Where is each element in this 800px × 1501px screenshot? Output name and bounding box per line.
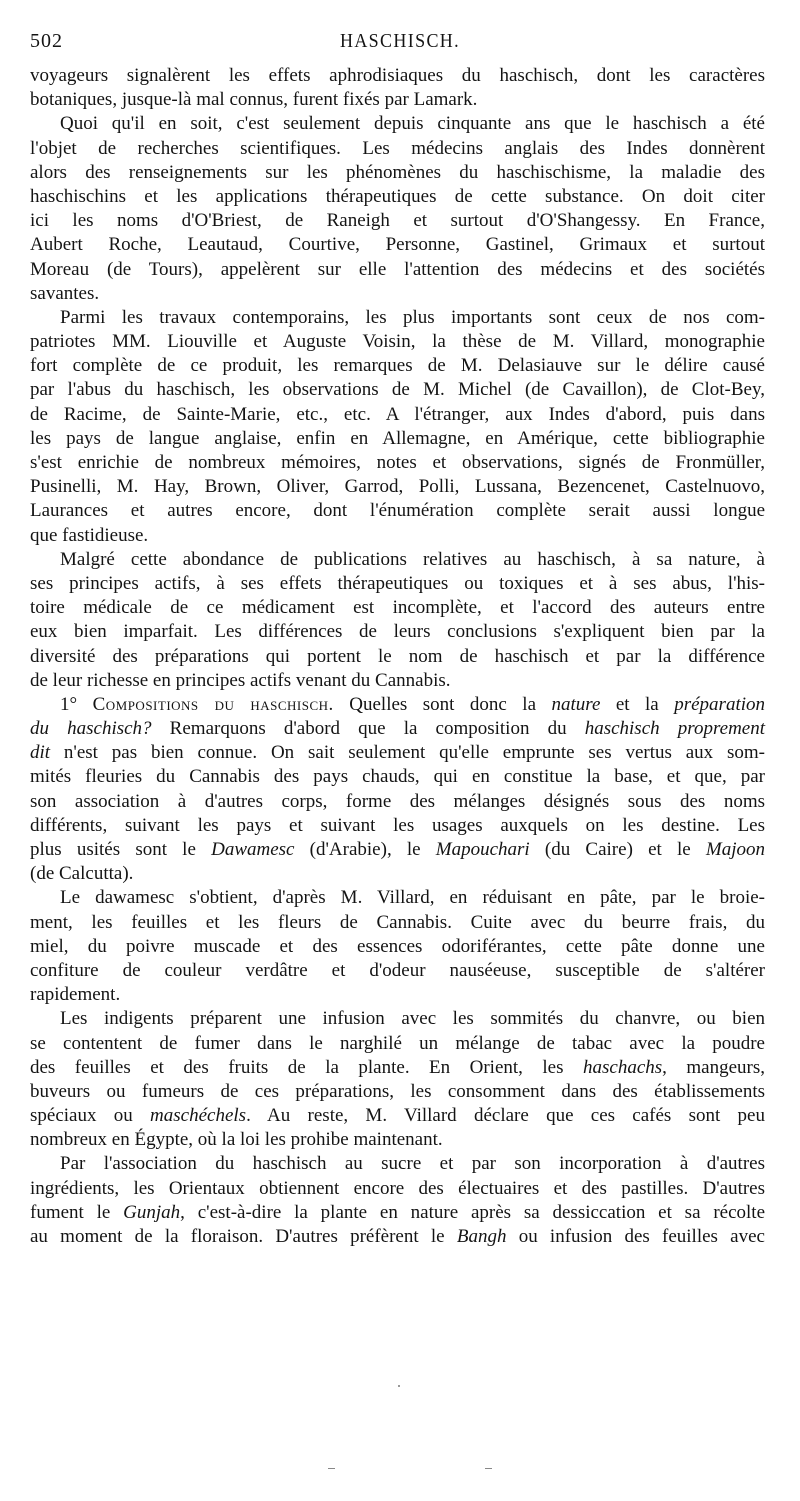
text-line <box>30 258 765 282</box>
italic-text: haschachs <box>583 1056 663 1078</box>
text-line <box>30 499 765 523</box>
text-run: des feuilles et des fruits de la plante. En Orient, les <box>30 1056 583 1078</box>
text-line <box>30 161 765 185</box>
text-line <box>30 669 765 693</box>
text-run: , mangeurs, <box>662 1056 766 1078</box>
text-run: . Au reste, M. Villard déclare que ces cafés sont peu <box>246 1105 765 1127</box>
text-line <box>30 741 765 765</box>
print-speck <box>328 1468 335 1469</box>
text-line <box>30 88 765 112</box>
text-line <box>30 1201 765 1225</box>
text-run: buveurs ou fumeurs de ces préparations, les consomment dans des établissements <box>30 1080 765 1102</box>
text-line <box>30 862 765 886</box>
text-run: (de Calcutta). <box>30 863 134 885</box>
text-line <box>30 403 765 427</box>
text-line <box>30 1177 765 1201</box>
text-line <box>30 112 765 136</box>
text-line <box>30 911 765 935</box>
text-run: Parmi les travaux contemporains, les plus importants sont ceux de nos com- <box>60 306 765 328</box>
text-run: l'objet de recherches scientifiques. Les médecins anglais des Indes donnèrent <box>30 137 765 159</box>
text-run: de leur richesse en principes actifs venant du Cannabis. <box>30 669 451 691</box>
text-run: spéciaux ou <box>30 1105 151 1127</box>
text-line <box>30 1152 765 1176</box>
text-run: voyageurs signalèrent les effets aphrodisiaques du haschisch, dont les caractères <box>30 65 765 86</box>
text-line <box>30 378 765 402</box>
text-run: Par l'association du haschisch au sucre et par son incorporation à d'autres <box>60 1153 765 1175</box>
text-run: ment, les feuilles et les fleurs de Cannabis. Cuite avec du beurre frais, du <box>30 911 765 933</box>
text-line <box>30 959 765 983</box>
text-run: botaniques, jusque-là mal connus, furent fixés par Lamark. <box>30 89 478 111</box>
italic-text: du haschisch? <box>30 718 152 740</box>
text-run: (du Caire) et le <box>529 839 706 860</box>
text-run: de Racime, de Sainte-Marie, etc., etc. A l'étranger, aux Indes d'abord, puis dans <box>30 403 765 425</box>
text-run: Quoi qu'il en soit, c'est seulement depuis cinquante ans que le haschisch a été <box>60 113 765 135</box>
text-line <box>30 596 765 620</box>
text-run: et la <box>600 693 675 715</box>
text-run: alors des renseignements sur les phénomènes du haschischisme, la maladie des <box>30 161 765 183</box>
text-line <box>30 282 765 306</box>
running-title: HASCHISCH. <box>339 30 461 52</box>
print-speck <box>485 1468 492 1469</box>
text-line <box>30 1104 765 1128</box>
text-line <box>30 330 765 354</box>
italic-text: préparation <box>674 693 765 715</box>
text-line <box>30 524 765 548</box>
text-line <box>30 233 765 257</box>
text-run: Le dawamesc s'obtient, d'après M. Villard, en réduisant en pâte, par le broie- <box>60 887 765 909</box>
text-line <box>30 427 765 451</box>
text-run: savantes. <box>30 282 100 304</box>
text-run: Aubert Roche, Leautaud, Courtive, Personne, Gastinel, Grimaux et surtout <box>30 234 765 256</box>
text-run: patriotes MM. Liouville et Auguste Voisin, la thèse de M. Villard, monographie <box>30 331 765 353</box>
italic-text: Mapouchari <box>435 839 530 860</box>
italic-text: haschisch proprement <box>584 718 765 740</box>
text-line <box>30 814 765 838</box>
italic-text: Dawamesc <box>211 839 295 860</box>
text-run: ses principes actifs, à ses effets thérapeutiques ou toxiques et à ses abus, l'his- <box>30 572 765 594</box>
text-run: n'est pas bien connue. On sait seulement qu'elle emprunte ses vertus aux som- <box>50 742 765 764</box>
text-run: haschischins et les applications thérapeutiques de cette substance. On doit citer <box>30 185 765 207</box>
text-run: ici les noms d'O'Briest, de Raneigh et surtout d'O'Shangessy. En France, <box>30 210 765 232</box>
text-run: que fastidieuse. <box>30 524 149 546</box>
text-run: s'est enrichie de nombreux mémoires, notes et observations, signés de Fronmüller, <box>30 452 765 473</box>
text-run: ingrédients, les Orientaux obtiennent encore des électuaires et des pastilles. D'autres <box>30 1177 765 1199</box>
text-line <box>30 1225 765 1249</box>
section-heading: Compositions du haschisch. <box>92 693 334 715</box>
text-run: au moment de la floraison. D'autres préfèrent le <box>30 1226 457 1247</box>
text-line <box>30 983 765 1007</box>
text-line <box>30 185 765 209</box>
text-line <box>30 838 765 862</box>
text-run: Remarquons d'abord que la composition du <box>151 718 585 740</box>
text-run: plus usités sont le <box>30 839 212 860</box>
text-run: mités fleuries du Cannabis des pays chauds, qui en constitue la base, et que, par <box>30 766 765 788</box>
text-line <box>30 137 765 161</box>
italic-text: Gunjah <box>123 1201 181 1223</box>
text-run: Les indigents préparent une infusion avec les sommités du chanvre, ou bien <box>60 1008 765 1030</box>
text-run: Pusinelli, M. Hay, Brown, Oliver, Garrod, Polli, Lussana, Bezencenet, Castelnuovo, <box>30 476 765 498</box>
text-line <box>30 1007 765 1031</box>
text-run: rapidement. <box>30 984 121 1006</box>
text-line <box>30 354 765 378</box>
text-run: (d'Arabie), le <box>294 839 436 860</box>
text-run: les pays de langue anglaise, enfin en Allemagne, en Amérique, cette bibliographie <box>30 427 765 449</box>
text-run: confiture de couleur verdâtre et d'odeur nauséeuse, susceptible de s'altérer <box>30 959 765 981</box>
text-run: diversité des préparations qui portent le nom de haschisch et par la différence <box>30 645 765 667</box>
text-run: différents, suivant les pays et suivant les usages auxquels on les destine. Les <box>30 814 765 836</box>
text-line <box>30 717 765 741</box>
text-line <box>30 64 765 88</box>
text-run: ou infusion des feuilles avec <box>506 1226 765 1247</box>
text-run: Laurances et autres encore, dont l'énumération complète serait aussi longue <box>30 500 765 522</box>
text-line <box>30 620 765 644</box>
text-run: Quelles sont donc la <box>333 693 552 715</box>
text-line <box>30 790 765 814</box>
text-run: 1° <box>60 693 93 715</box>
text-run: Malgré cette abondance de publications relatives au haschisch, à sa nature, à <box>60 548 765 570</box>
text-run: son association à d'autres corps, forme des mélanges désignés sous des noms <box>30 790 765 812</box>
text-line <box>30 209 765 233</box>
page-number: 502 <box>30 30 63 52</box>
text-run: fument le <box>30 1201 124 1223</box>
text-line <box>30 1080 765 1104</box>
italic-text: Majoon <box>705 839 765 860</box>
text-run: eux bien imparfait. Les différences de leurs conclusions s'expliquent bien par la <box>30 621 765 643</box>
italic-text: Bangh <box>456 1226 507 1247</box>
text-run: fort complète de ce produit, les remarques de M. Delasiauve sur le délire causé <box>30 355 765 377</box>
text-line <box>30 645 765 669</box>
text-run: toire médicale de ce médicament est incomplète, et l'accord des auteurs entre <box>30 597 765 619</box>
italic-text: nature <box>551 693 601 715</box>
text-line <box>30 765 765 789</box>
text-run: , c'est-à-dire la plante en nature après sa dessiccation et sa récolte <box>180 1201 766 1223</box>
text-line <box>30 451 765 475</box>
text-line <box>30 935 765 959</box>
text-line <box>30 1128 765 1152</box>
text-run: nombreux en Égypte, où la loi les prohibe maintenant. <box>30 1129 443 1151</box>
text-run: Moreau (de Tours), appelèrent sur elle l'attention des médecins et des sociétés <box>30 258 765 280</box>
text-line <box>30 475 765 499</box>
italic-text: maschéchels <box>150 1105 247 1127</box>
text-line <box>30 572 765 596</box>
text-run: par l'abus du haschisch, les observations de M. Michel (de Cavaillon), de Clot-Bey, <box>30 379 765 401</box>
page-header <box>30 30 770 60</box>
text-run: miel, du poivre muscade et des essences odoriférantes, cette pâte donne une <box>30 935 765 957</box>
text-line <box>30 548 765 572</box>
italic-text: dit <box>30 742 51 764</box>
body-text <box>30 64 765 1249</box>
text-line <box>30 886 765 910</box>
text-line <box>30 1056 765 1080</box>
text-line <box>30 306 765 330</box>
text-run: se contentent de fumer dans le narghilé un mélange de tabac avec la poudre <box>30 1032 765 1054</box>
text-line <box>30 693 765 717</box>
print-speck <box>398 1385 400 1387</box>
text-line <box>30 1032 765 1056</box>
